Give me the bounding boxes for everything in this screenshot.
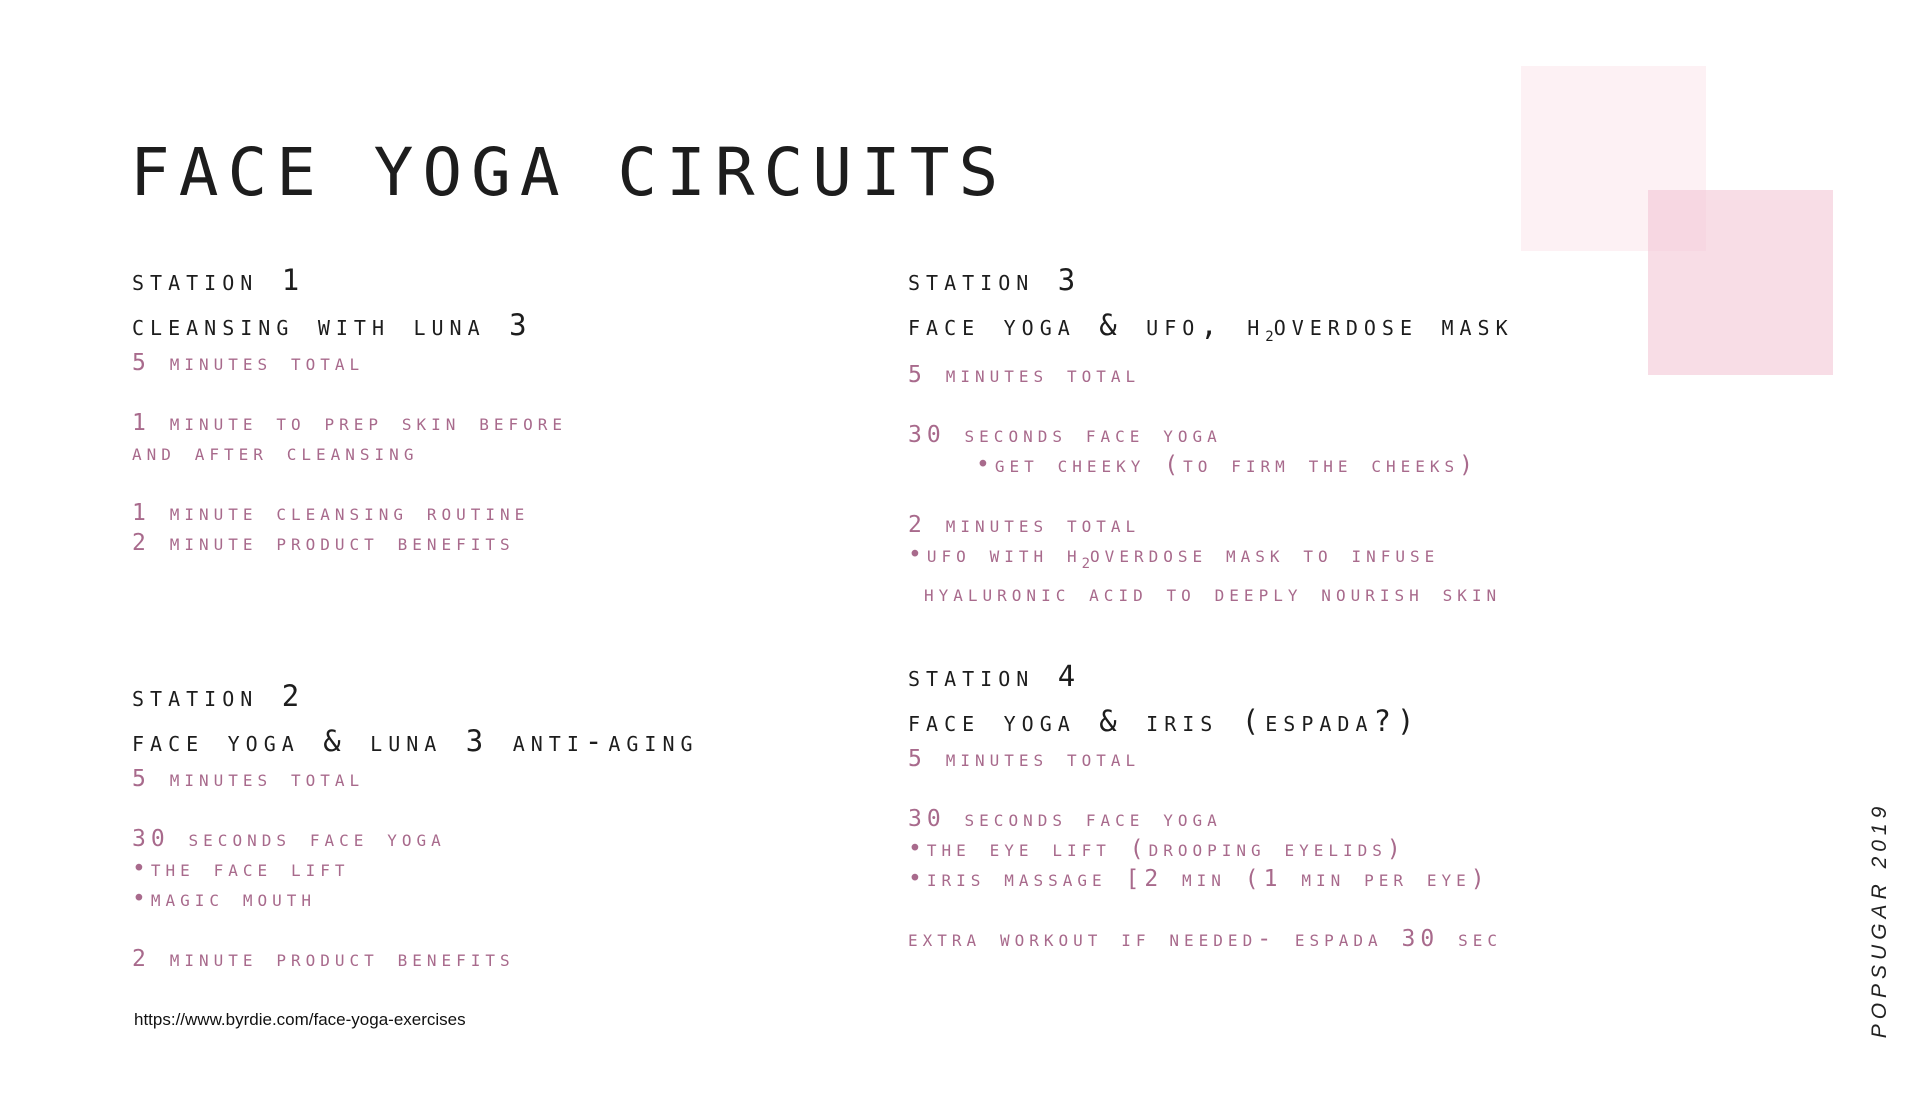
- station-2-label: station 2: [132, 679, 306, 713]
- station-4-total: 5 minutes total: [908, 746, 1141, 772]
- station-3-line: •get cheeky (to firm the cheeks): [976, 452, 1478, 478]
- station-3-label: station 3: [908, 263, 1082, 297]
- station-3: [908, 258, 1514, 609]
- page-title: FACE YOGA CIRCUITS: [130, 134, 1008, 211]
- credit-text: POPSUGAR 2019: [1868, 801, 1891, 1039]
- station-4: [908, 654, 1502, 954]
- station-1: [132, 258, 567, 558]
- station-1-total: 5 minutes total: [132, 350, 365, 376]
- station-4-line: •the eye lift (drooping eyelids): [908, 836, 1406, 862]
- station-3-line: hyaluronic acid to deeply nourish skin: [924, 581, 1502, 607]
- station-1-label: station 1: [132, 263, 306, 297]
- station-1-name: cleansing with luna 3: [132, 308, 533, 342]
- station-1-line: and after cleansing: [132, 440, 419, 466]
- station-4-extra: extra workout if needed- espada 30 sec: [908, 926, 1502, 952]
- station-4-line: •iris massage [2 min (1 min per eye): [908, 866, 1490, 892]
- station-2-name: face yoga & luna 3 anti-aging: [132, 724, 699, 758]
- source-url[interactable]: https://www.byrdie.com/face-yoga-exercises: [134, 1010, 466, 1029]
- station-3-total: 5 minutes total: [908, 362, 1141, 388]
- station-3-line: •ufo with $h_2overdose$ mask to infuse: [908, 542, 1440, 572]
- station-2-total: 5 minutes total: [132, 766, 365, 792]
- decorative-square-pink: [1648, 190, 1833, 375]
- station-2-line: 30 seconds face yoga: [132, 826, 446, 852]
- station-2-line: •magic mouth: [132, 886, 317, 912]
- station-3-line: 30 seconds face yoga: [908, 422, 1222, 448]
- station-4-name: face yoga & iris (espada?): [908, 704, 1421, 738]
- station-2: [132, 674, 699, 974]
- station-2-line: •the face lift: [132, 856, 350, 882]
- station-4-line: 30 seconds face yoga: [908, 806, 1222, 832]
- station-1-line: 1 minute to prep skin before: [132, 410, 568, 436]
- station-3-line: 2 minutes total: [908, 512, 1141, 538]
- station-2-line: 2 minute product benefits: [132, 946, 515, 972]
- station-4-label: station 4: [908, 659, 1082, 693]
- station-3-name: face yoga & ufo, $h_2overdose$ mask: [908, 308, 1514, 345]
- station-1-line: 1 minute cleansing routine: [132, 500, 530, 526]
- station-1-line: 2 minute product benefits: [132, 530, 515, 556]
